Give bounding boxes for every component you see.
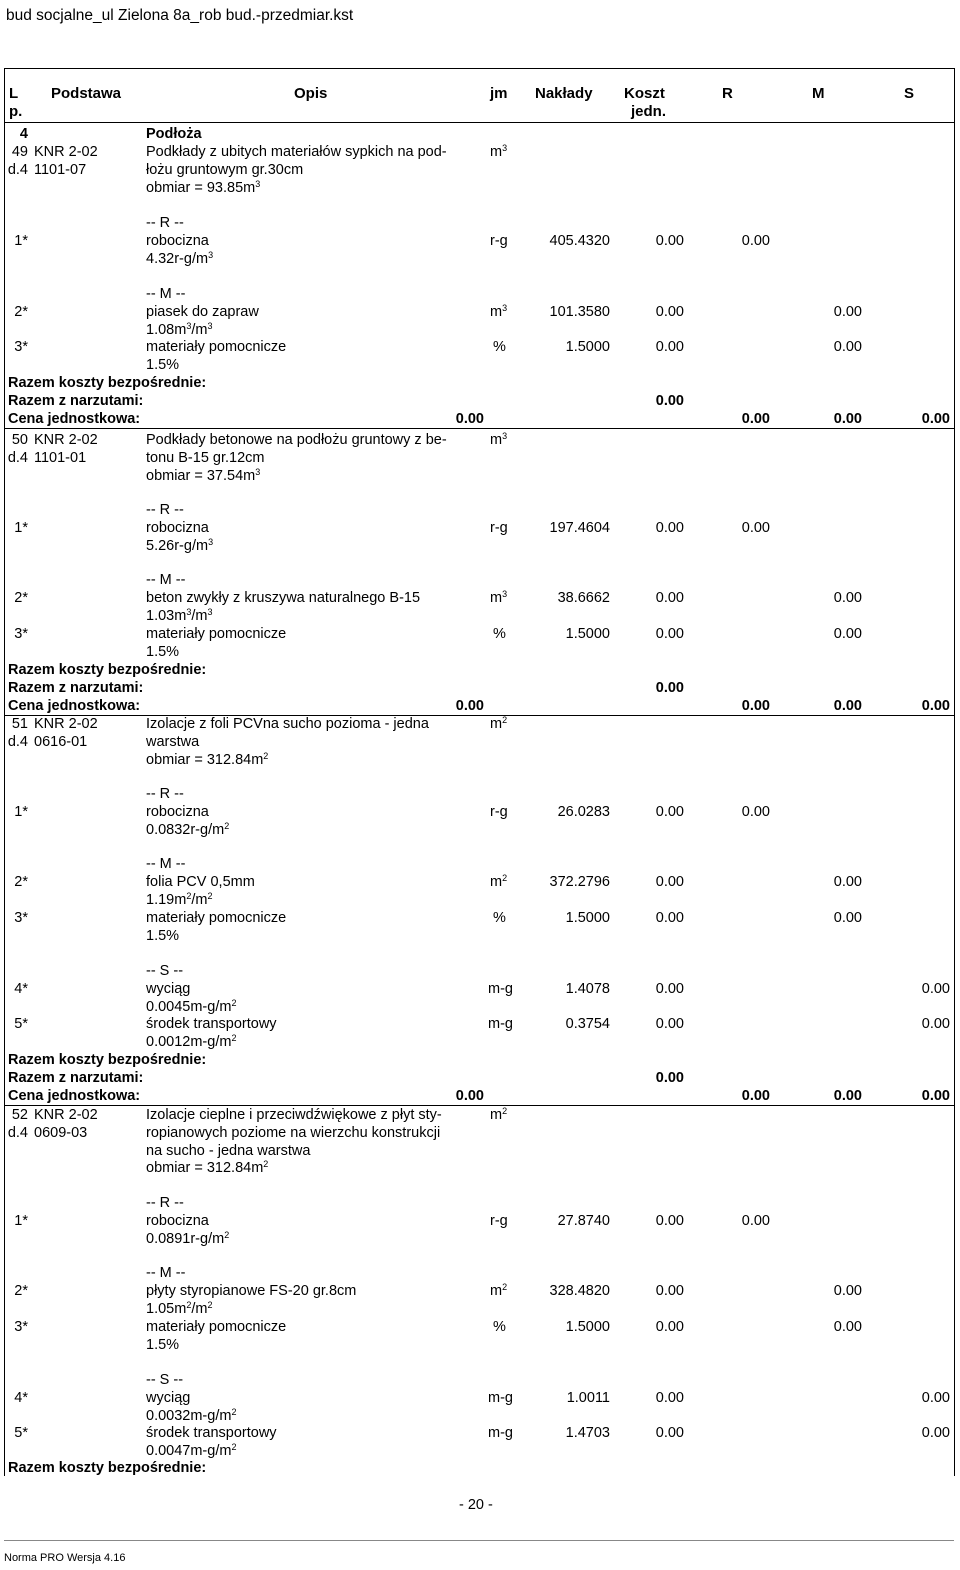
res-name: robocizna — [146, 804, 209, 820]
header-podstawa: Podstawa — [51, 85, 122, 102]
item-description-3: na sucho - jedna warstwa — [146, 1143, 311, 1159]
res-lp: 1* — [14, 233, 28, 249]
item-lp: 49 — [11, 144, 28, 160]
res-koszt: 0.00 — [655, 1016, 684, 1032]
res-r: 0.00 — [741, 1213, 770, 1229]
res-lp: 2* — [14, 874, 28, 890]
res-unit: m-g — [488, 1016, 513, 1032]
res-koszt: 0.00 — [655, 1319, 684, 1335]
res-norm: $1.03m^3/m^3$ — [146, 607, 213, 624]
res-koszt: 0.00 — [655, 981, 684, 997]
res-unit: % — [493, 339, 506, 355]
group-labor: -- R -- — [146, 215, 184, 231]
item-obmiar: obmiar = $37.54m^3$ — [146, 467, 261, 484]
res-unit: % — [493, 910, 506, 926]
res-name: środek transportowy — [146, 1425, 277, 1441]
res-unit: m-g — [488, 981, 513, 997]
group-labor: -- R -- — [146, 502, 184, 518]
cena-m: 0.00 — [833, 411, 862, 427]
razem-koszty-label: Razem koszty bezpośrednie: — [8, 1460, 207, 1476]
res-naklady: 1.0011 — [566, 1390, 610, 1406]
res-name: folia PCV 0,5mm — [146, 874, 255, 890]
res-lp: 2* — [14, 590, 28, 606]
cena-value: 0.00 — [455, 698, 484, 714]
res-name: robocizna — [146, 1213, 209, 1229]
group-materials: -- M -- — [146, 572, 186, 588]
razem-narzut-label: Razem z narzutami: — [8, 393, 144, 409]
footer-version: Norma PRO Wersja 4.16 — [4, 1552, 126, 1564]
cena-s: 0.00 — [921, 698, 950, 714]
group-materials: -- M -- — [146, 1265, 186, 1281]
res-name: materiały pomocnicze — [146, 910, 287, 926]
res-lp: 2* — [14, 304, 28, 320]
header-lp: L — [9, 85, 19, 102]
res-norm: $1.19m^2/m^2$ — [146, 891, 213, 908]
res-s: 0.00 — [921, 1425, 950, 1441]
header-m: M — [812, 85, 825, 102]
header-jm: jm — [490, 85, 508, 102]
razem-koszty-label: Razem koszty bezpośrednie: — [8, 662, 207, 678]
item-description-2: warstwa — [146, 734, 200, 750]
razem-narzut-value: 0.00 — [655, 393, 684, 409]
res-norm: $0.0012m-g/m^2$ — [146, 1033, 237, 1050]
res-name: materiały pomocnicze — [146, 1319, 287, 1335]
res-norm: $0.0045m-g/m^2$ — [146, 998, 237, 1015]
res-m: 0.00 — [833, 626, 862, 642]
razem-narzut-label: Razem z narzutami: — [8, 1070, 144, 1086]
res-lp: 3* — [14, 339, 28, 355]
res-name: beton zwykły z kruszywa naturalnego B-15 — [146, 590, 421, 606]
res-m: 0.00 — [833, 590, 862, 606]
group-equipment: -- S -- — [146, 963, 184, 979]
header-koszt: Koszt — [624, 85, 665, 102]
res-naklady: 26.0283 — [557, 804, 610, 820]
item-description-2: tonu B-15 gr.12cm — [146, 450, 265, 466]
res-unit: $m^3$ — [490, 589, 508, 606]
res-lp: 1* — [14, 804, 28, 820]
res-norm: $0.0891r-g/m^2$ — [146, 1230, 230, 1247]
res-naklady: 405.4320 — [549, 233, 610, 249]
res-lp: 5* — [14, 1016, 28, 1032]
razem-koszty-label: Razem koszty bezpośrednie: — [8, 1052, 207, 1068]
header-naklady: Nakłady — [535, 85, 593, 102]
res-unit: r-g — [490, 233, 508, 249]
res-unit: % — [493, 626, 506, 642]
item-code-number: 0616-01 — [34, 734, 88, 750]
cena-s: 0.00 — [921, 1088, 950, 1104]
res-unit: $m^2$ — [490, 873, 508, 890]
cena-r: 0.00 — [741, 1088, 770, 1104]
group-materials: -- M -- — [146, 856, 186, 872]
cena-m: 0.00 — [833, 1088, 862, 1104]
res-naklady: 1.5000 — [565, 910, 610, 926]
res-name: środek transportowy — [146, 1016, 277, 1032]
header-s: S — [904, 85, 915, 102]
res-koszt: 0.00 — [655, 910, 684, 926]
res-lp: 4* — [14, 1390, 28, 1406]
res-lp: 3* — [14, 626, 28, 642]
res-norm: 1.5% — [146, 1337, 180, 1353]
group-equipment: -- S -- — [146, 1372, 184, 1388]
res-unit: m-g — [488, 1390, 513, 1406]
res-name: płyty styropianowe FS-20 gr.8cm — [146, 1283, 357, 1299]
item-description: Podkłady betonowe na podłożu gruntowy z be- — [146, 432, 447, 448]
item-code: KNR 2-02 — [34, 432, 98, 448]
res-name: piasek do zapraw — [146, 304, 259, 320]
item-d: d.4 — [7, 450, 28, 466]
res-naklady: 27.8740 — [557, 1213, 610, 1229]
cena-m: 0.00 — [833, 698, 862, 714]
group-labor: -- R -- — [146, 786, 184, 802]
cena-r: 0.00 — [741, 698, 770, 714]
res-naklady: 1.5000 — [565, 626, 610, 642]
res-norm: 1.5% — [146, 357, 180, 373]
res-r: 0.00 — [741, 804, 770, 820]
res-koszt: 0.00 — [655, 1390, 684, 1406]
res-norm: 1.5% — [146, 928, 180, 944]
res-koszt: 0.00 — [655, 304, 684, 320]
res-r: 0.00 — [741, 233, 770, 249]
item-obmiar: obmiar = $312.84m^2$ — [146, 751, 269, 768]
res-m: 0.00 — [833, 304, 862, 320]
item-description: Izolacje z foli PCVna sucho pozioma - jedna — [146, 716, 429, 732]
item-code-number: 1101-01 — [34, 450, 87, 466]
item-d: d.4 — [7, 734, 28, 750]
header-lp-2: p. — [9, 103, 23, 120]
res-naklady: 1.5000 — [565, 339, 610, 355]
item-unit: $m^2$ — [490, 1106, 508, 1123]
section-title: Podłoża — [146, 126, 202, 142]
res-unit: $m^2$ — [490, 1282, 508, 1299]
item-d: d.4 — [7, 1125, 28, 1141]
res-naklady: 1.5000 — [565, 1319, 610, 1335]
page-number: - 20 - — [459, 1497, 493, 1513]
res-m: 0.00 — [833, 339, 862, 355]
res-naklady: 1.4703 — [565, 1425, 610, 1441]
res-norm: $4.32r-g/m^3$ — [146, 250, 214, 267]
res-naklady: 101.3580 — [549, 304, 610, 320]
res-naklady: 372.2796 — [549, 874, 610, 890]
item-unit: $m^2$ — [490, 715, 508, 732]
res-m: 0.00 — [833, 874, 862, 890]
res-norm: $0.0047m-g/m^2$ — [146, 1442, 237, 1459]
res-unit: m-g — [488, 1425, 513, 1441]
res-unit: r-g — [490, 1213, 508, 1229]
cena-value: 0.00 — [455, 1088, 484, 1104]
cena-label: Cena jednostkowa: — [8, 698, 141, 714]
section-number: 4 — [19, 126, 28, 142]
res-name: wyciąg — [146, 1390, 191, 1406]
res-norm: 1.5% — [146, 644, 180, 660]
cena-label: Cena jednostkowa: — [8, 411, 141, 427]
item-unit: $m^3$ — [490, 431, 508, 448]
razem-narzut-value: 0.00 — [655, 1070, 684, 1086]
res-koszt: 0.00 — [655, 590, 684, 606]
cena-value: 0.00 — [455, 411, 484, 427]
res-m: 0.00 — [833, 910, 862, 926]
res-koszt: 0.00 — [655, 520, 684, 536]
res-koszt: 0.00 — [655, 339, 684, 355]
res-s: 0.00 — [921, 1016, 950, 1032]
res-lp: 1* — [14, 1213, 28, 1229]
res-name: materiały pomocnicze — [146, 626, 287, 642]
group-labor: -- R -- — [146, 1195, 184, 1211]
res-naklady: 1.4078 — [565, 981, 610, 997]
res-koszt: 0.00 — [655, 804, 684, 820]
res-naklady: 0.3754 — [565, 1016, 610, 1032]
res-unit: r-g — [490, 520, 508, 536]
group-materials: -- M -- — [146, 286, 186, 302]
res-r: 0.00 — [741, 520, 770, 536]
res-name: robocizna — [146, 233, 209, 249]
res-koszt: 0.00 — [655, 1213, 684, 1229]
item-description: Podkłady z ubitych materiałów sypkich na pod- — [146, 144, 447, 160]
res-s: 0.00 — [921, 981, 950, 997]
item-lp: 50 — [11, 432, 28, 448]
res-koszt: 0.00 — [655, 1425, 684, 1441]
item-description-2: łożu gruntowym gr.30cm — [146, 162, 304, 178]
res-unit: $m^3$ — [490, 303, 508, 320]
res-naklady: 328.4820 — [549, 1283, 610, 1299]
res-norm: $1.08m^3/m^3$ — [146, 321, 213, 338]
res-s: 0.00 — [921, 1390, 950, 1406]
res-norm: $1.05m^2/m^2$ — [146, 1300, 213, 1317]
res-unit: % — [493, 1319, 506, 1335]
res-m: 0.00 — [833, 1283, 862, 1299]
res-name: materiały pomocnicze — [146, 339, 287, 355]
res-name: wyciąg — [146, 981, 191, 997]
res-lp: 2* — [14, 1283, 28, 1299]
res-lp: 3* — [14, 910, 28, 926]
item-description: Izolacje cieplne i przeciwdźwiękowe z płyt sty- — [146, 1107, 442, 1123]
header-opis: Opis — [294, 85, 328, 102]
res-norm: $0.0832r-g/m^2$ — [146, 821, 230, 838]
res-norm: $0.0032m-g/m^2$ — [146, 1407, 237, 1424]
res-norm: $5.26r-g/m^3$ — [146, 537, 214, 554]
item-code: KNR 2-02 — [34, 144, 98, 160]
res-m: 0.00 — [833, 1319, 862, 1335]
res-name: robocizna — [146, 520, 209, 536]
item-unit: $m^3$ — [490, 143, 508, 160]
item-code: KNR 2-02 — [34, 716, 98, 732]
res-lp: 1* — [14, 520, 28, 536]
header-r: R — [722, 85, 733, 102]
document-title: bud socjalne_ul Zielona 8a_rob bud.-przedmiar.kst — [6, 7, 354, 24]
item-lp: 51 — [11, 716, 28, 732]
razem-narzut-label: Razem z narzutami: — [8, 680, 144, 696]
cena-r: 0.00 — [741, 411, 770, 427]
res-koszt: 0.00 — [655, 626, 684, 642]
cena-s: 0.00 — [921, 411, 950, 427]
res-lp: 3* — [14, 1319, 28, 1335]
res-lp: 5* — [14, 1425, 28, 1441]
res-naklady: 197.4604 — [549, 520, 610, 536]
cena-label: Cena jednostkowa: — [8, 1088, 141, 1104]
res-koszt: 0.00 — [655, 233, 684, 249]
item-description-2: ropianowych poziome na wierzchu konstrukcji — [146, 1125, 441, 1141]
razem-narzut-value: 0.00 — [655, 680, 684, 696]
razem-koszty-label: Razem koszty bezpośrednie: — [8, 375, 207, 391]
item-code-number: 1101-07 — [34, 162, 87, 178]
item-obmiar: obmiar = $312.84m^2$ — [146, 1159, 269, 1176]
item-code-number: 0609-03 — [34, 1125, 88, 1141]
header-koszt-2: jedn. — [631, 103, 667, 120]
item-obmiar: obmiar = $93.85m^3$ — [146, 179, 261, 196]
res-lp: 4* — [14, 981, 28, 997]
res-koszt: 0.00 — [655, 1283, 684, 1299]
res-unit: r-g — [490, 804, 508, 820]
res-naklady: 38.6662 — [557, 590, 610, 606]
item-lp: 52 — [11, 1107, 28, 1123]
res-koszt: 0.00 — [655, 874, 684, 890]
item-d: d.4 — [7, 162, 28, 178]
item-code: KNR 2-02 — [34, 1107, 98, 1123]
